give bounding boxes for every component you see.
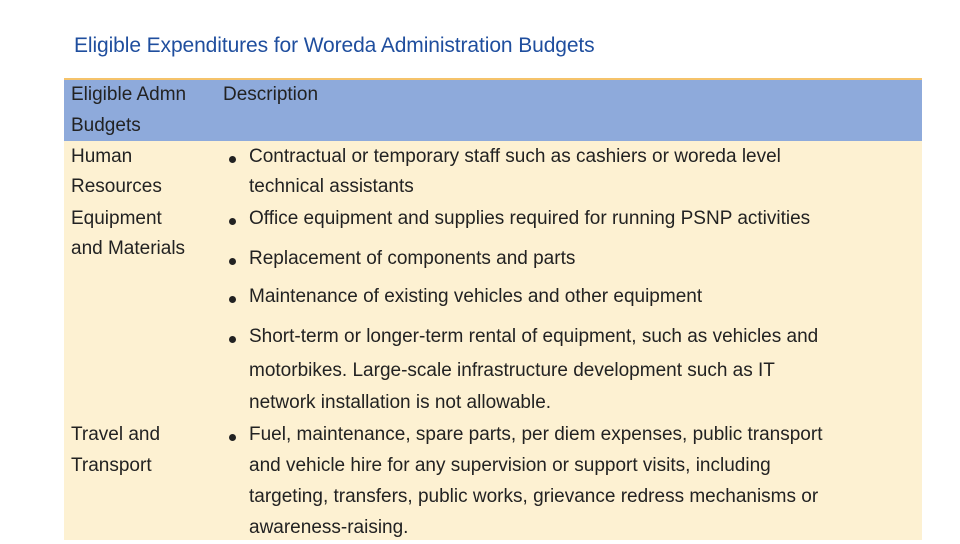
item-text: Office equipment and supplies required for running PSNP activities — [249, 208, 811, 229]
page-title: Eligible Expenditures for Woreda Administration Budgets — [74, 34, 595, 57]
row-category-equipment-line-2: and Materials — [71, 238, 186, 259]
row-category-travel-line-1: Travel and — [71, 424, 161, 445]
row-category-equipment-line-1: Equipment — [71, 208, 162, 229]
item-text: targeting, transfers, public works, grievance redress mechanisms or — [249, 486, 819, 507]
bullet-icon — [229, 156, 236, 163]
bullet-icon — [229, 218, 236, 225]
expenditures-table — [64, 78, 922, 540]
item-text: Replacement of components and parts — [249, 248, 576, 269]
bullet-icon — [229, 258, 236, 265]
row-category-human-resources-line-1: Human — [71, 146, 133, 167]
item-text: Maintenance of existing vehicles and other equipment — [249, 286, 703, 307]
header-description: Description — [223, 84, 319, 105]
row-category-travel-line-2: Transport — [71, 455, 152, 476]
item-text: motorbikes. Large-scale infrastructure development such as IT — [249, 360, 775, 381]
bullet-icon — [229, 296, 236, 303]
item-text: Fuel, maintenance, spare parts, per diem expenses, public transport — [249, 424, 823, 445]
row-category-human-resources-line-2: Resources — [71, 176, 162, 197]
item-text: and vehicle hire for any supervision or support visits, including — [249, 455, 771, 476]
item-text: network installation is not allowable. — [249, 392, 552, 413]
item-text: Contractual or temporary staff such as cashiers or woreda level — [249, 146, 781, 167]
bullet-icon — [229, 336, 236, 343]
item-text: technical assistants — [249, 176, 414, 197]
header-category-line-1: Eligible Admn — [71, 84, 187, 105]
header-category-line-2: Budgets — [71, 115, 141, 136]
item-text: Short-term or longer-term rental of equipment, such as vehicles and — [249, 326, 819, 347]
item-text: awareness-raising. — [249, 517, 409, 538]
table-header — [64, 78, 922, 141]
bullet-icon — [229, 434, 236, 441]
